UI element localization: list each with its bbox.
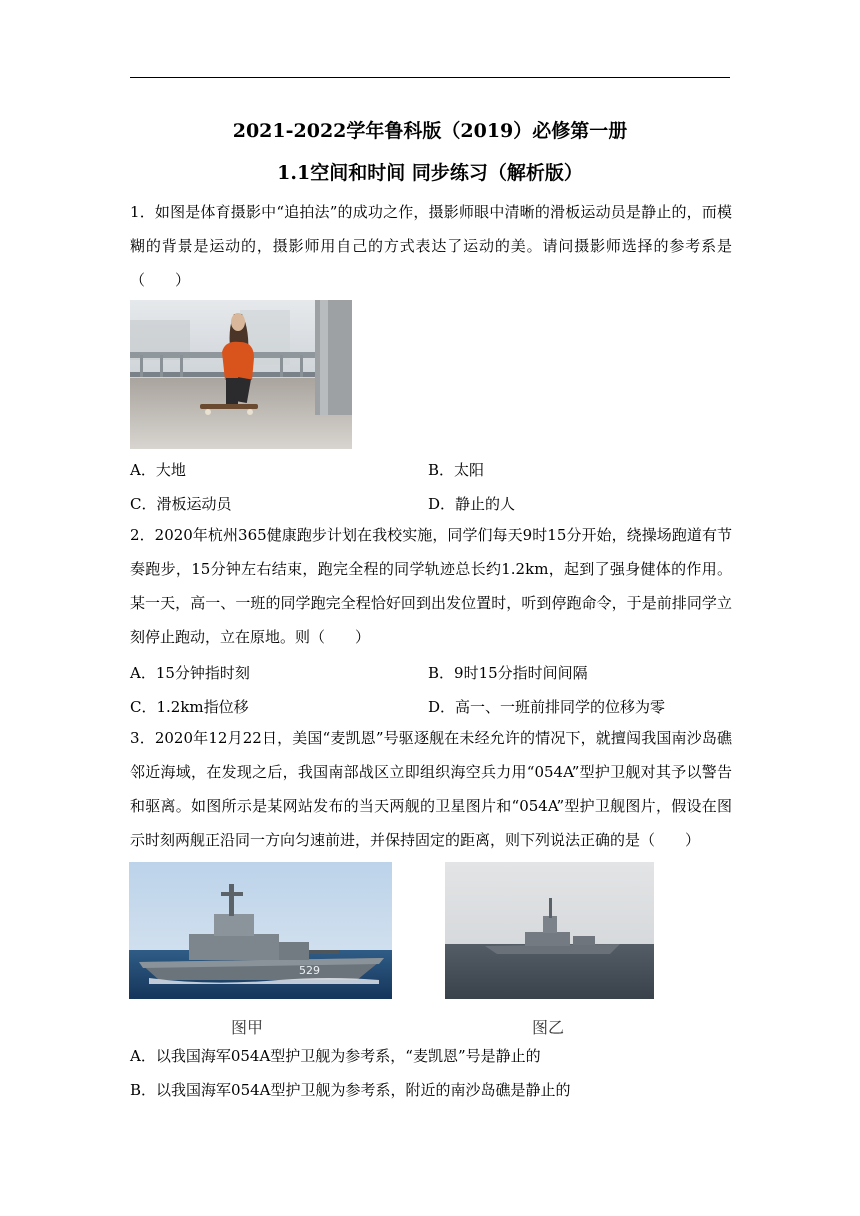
page-title: 2021-2022学年鲁科版（2019）必修第一册 <box>232 120 628 142</box>
destroyer-photo <box>445 862 654 999</box>
q2-option-a: A．15分钟指时刻 <box>130 664 250 682</box>
q3-option-b: B．以我国海军054A型护卫舰为参考系，附近的南沙岛礁是静止的 <box>130 1081 571 1099</box>
question-3-stem: 3．2020年12月22日，美国“麦凯恩”号驱逐舰在未经允许的情况下，就擅闯我国南沙岛礁邻近海域，在发现之后，我国南部战区立即组织海空兵力用“054A”型护卫舰对其予以警告和驱离。如图所示是某网站发布的当天两舰的卫星图片和“054A”型护卫舰图片，假设在图示时刻两舰正沿同一方向匀速前进，并保持固定的距离，则下列说法正确的是（ ） <box>130 729 732 849</box>
question-1-stem: 1．如图是体育摄影中“追拍法”的成功之作，摄影师眼中清晰的滑板运动员是静止的，而模糊的背景是运动的，摄影师用自己的方式表达了运动的美。请问摄影师选择的参考系是（ ） <box>130 203 732 289</box>
q2-option-b: B．9时15分指时间间隔 <box>428 664 588 682</box>
svg-text:529: 529 <box>299 964 320 977</box>
page-subtitle: 1.1空间和时间 同步练习（解析版） <box>277 162 583 184</box>
question-2-stem: 2．2020年杭州365健康跑步计划在我校实施，同学们每天9时15分开始，绕操场跑道有节奏跑步，15分钟左右结束，跑完全程的同学轨迹总长约1.2km，起到了强身健体的作用。某一天，高一、一班的同学跑完全程恰好回到出发位置时，听到停跑命令，于是前排同学立刻停止跑动，立在原地。则（ ） <box>130 526 732 646</box>
q2-option-c: C．1.2km指位移 <box>130 698 249 716</box>
q2-option-d: D．高一、一班前排同学的位移为零 <box>428 698 666 716</box>
figure-caption-left: 图甲 <box>231 1018 264 1037</box>
header-rule <box>130 77 730 78</box>
q3-option-a: A．以我国海军054A型护卫舰为参考系，“麦凯恩”号是静止的 <box>130 1047 541 1065</box>
q1-option-c: C．滑板运动员 <box>130 495 232 513</box>
q1-option-d: D．静止的人 <box>428 495 516 513</box>
skateboarder-photo <box>130 300 352 449</box>
frigate-photo <box>129 862 392 999</box>
q1-option-b: B．太阳 <box>428 461 485 479</box>
figure-caption-right: 图乙 <box>532 1018 565 1037</box>
q1-option-a: A．大地 <box>130 461 186 479</box>
